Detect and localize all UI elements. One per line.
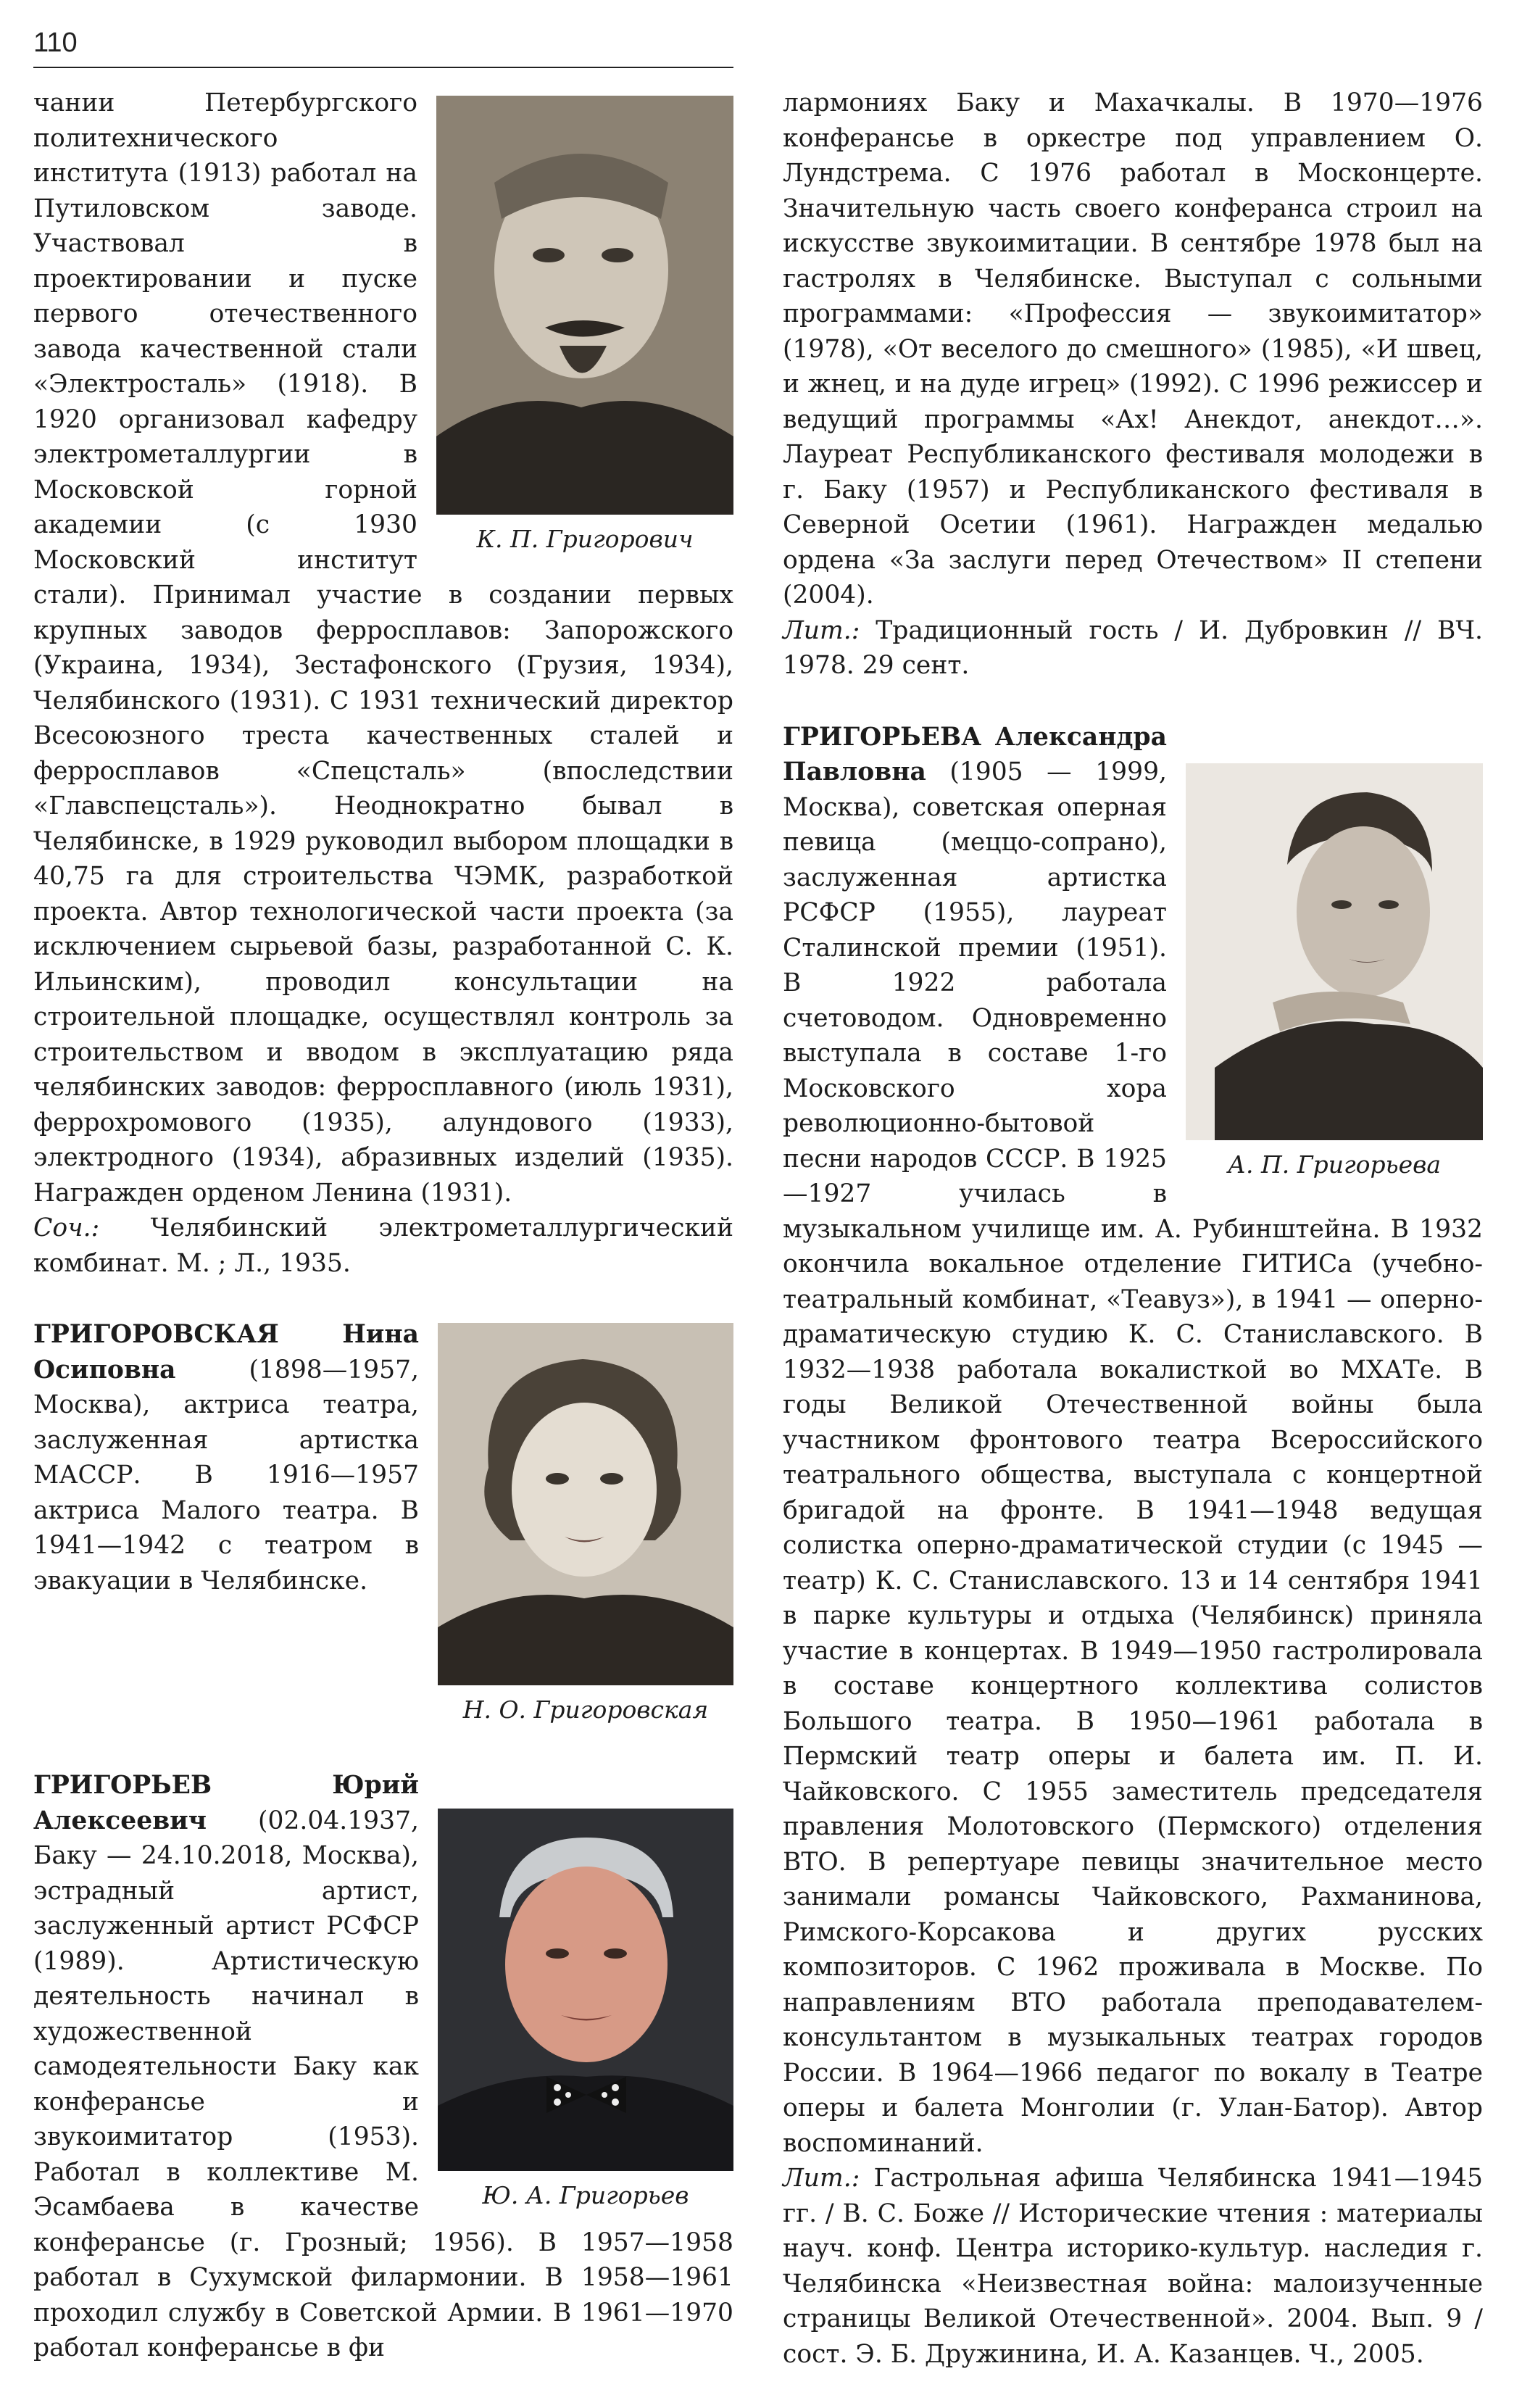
entry-name: ГРИГОРОВСКАЯ Нина Осиповна bbox=[33, 1320, 419, 1384]
figure-grigorovich bbox=[436, 96, 733, 557]
header-rule bbox=[33, 67, 733, 68]
photo-caption: Ю. А. Григорьев bbox=[482, 2181, 689, 2209]
entry-text: ГРИГОРОВСКАЯ Нина Осиповна (1898—1957, Москва), актриса театра, заслуженная артистка МАССР. В 1916—1957 актриса Малого театра. В 1941—1942 с театром в эвакуации в Челябинске. bbox=[33, 1320, 419, 1595]
portrait-man-bowtie-photo bbox=[438, 1809, 733, 2171]
portrait-woman-photo bbox=[438, 1323, 733, 1685]
photo-caption: К. П. Григорович bbox=[476, 525, 694, 553]
entry-grigorovich bbox=[33, 86, 733, 1281]
literature-reference: Лит.: Гастрольная афиша Челябинска 1941—1945 гг. / В. С. Боже // Исторические чтения : материалы науч. конф. Центра историко-культур. наследия г. Челябинска «Неизвестная война: малоизученные страницы Великой Отечественной». 2004. Вып. 9 / сост. Э. Б. Дружинина, И. А. Казанцев. Ч., 2005. bbox=[783, 2164, 1483, 2369]
entry-name: ГРИГОРЬЕВ Юрий Алексеевич bbox=[33, 1771, 419, 1835]
figure-grigorev bbox=[438, 1809, 733, 2213]
entry-grigoreva bbox=[783, 720, 1483, 2372]
entry-text: ГРИГОРЬЕВА Александра Павловна (1905 — 1999, Москва), советская оперная певица (меццо-сопрано), заслуженная артистка РСФСР (1955), лауреат Сталинской премии (1951). В 1922 работала счетоводом. Одновременно выступала в составе 1-го Московского хора революционно-бытовой песни народов СССР. В 1925—1927 училась в музыкальном училище им. А. Рубинштейна. В 1932 окончила вокальное отделение ГИТИСа (учебно-театральный комбинат, «Теавуз»), в 1941 — оперно-драматическую студию К. С. Станиславского. В 1932—1938 работала вокалисткой во МХАТе. В годы Великой Отечественной войны была участником фронтового театра Всероссийского театрального общества, выступала с концертной бригадой на фронте. В 1941—1948 ведущая солистка оперно-драматической студии (с 1945 — театр) К. С. Станиславского. 13 и 14 сентября 1941 в парке культуры и отдыха (Челябинск) приняла участие в концертах. В 1949—1950 гастролировала в составе концертного коллектива солистов Большого театра. В 1950—1961 работала в Пермский театр оперы и балета им. П. И. Чайковского. С 1955 заместитель председателя правления Молотовского (Пермского) отделения ВТО. В репертуаре певицы значительное место занимали романсы Чайковского, Рахманинова, Римского-Корсакова и других русских композиторов. С 1962 проживала в Москве. По направлениям ВТО работала преподавателем-консультантом в музыкальных театрах городов России. В 1964—1966 педагог по вокалу в Театре оперы и балета Монголии (г. Улан-Батор). Автор воспоминаний. bbox=[783, 722, 1483, 2158]
entry-name: ГРИГОРЬЕВА Александра Павловна bbox=[783, 722, 1167, 786]
portrait-woman-photo bbox=[1186, 763, 1483, 1140]
page-number: 110 bbox=[33, 28, 78, 58]
photo-caption: А. П. Григорьева bbox=[1227, 1150, 1441, 1179]
works-reference: Соч.: Челябинский электрометаллургический комбинат. М. ; Л., 1935. bbox=[33, 1213, 733, 1278]
entry-text: чании Петербургского политехнического института (1913) работал на Путиловском заводе. Участвовал в проектировании и пуске первого отечественного завода качественной стали «Электросталь» (1918). В 1920 организовал кафедру электрометаллургии в Московской горной академии (с 1930 Московский институт стали). Принимал участие в создании первых крупных заводов ферросплавов: Запорожского (Украина, 1934), Зестафонского (Грузия, 1934), Челябинского (1931). С 1931 технический директор Всесоюзного треста качественных сталей и ферросплавов «Спецсталь» (впоследствии «Главспецсталь»). Неоднократно бывал в Челябинске, в 1929 руководил выбором площадки в 40,75 га для строительства ЧЭМК, разработкой проекта. Автор технологической части проекта (за исключением сырьевой базы, разработанной С. К. Ильинским), проводил консультации на строительной площадке, осуществлял контроль за строительством и вводом в эксплуатацию ряда челябинских заводов: ферросплавного (июль 1931), феррохромового (1935), алундового (1933), электродного (1934), абразивных изделий (1935). Награжден орденом Ленина (1931). bbox=[33, 88, 733, 1208]
photo-caption: Н. О. Григоровская bbox=[462, 1695, 709, 1724]
entry-grigorev bbox=[33, 1768, 733, 2366]
right-column bbox=[783, 86, 1483, 2408]
literature-reference: Лит.: Традиционный гость / И. Дубровкин // ВЧ. 1978. 29 сент. bbox=[783, 615, 1483, 680]
portrait-man-photo bbox=[436, 96, 733, 515]
left-column bbox=[33, 86, 733, 2402]
entry-text: лармониях Баку и Махачкалы. В 1970—1976 конферансье в оркестре под управлением О. Лундстрема. С 1976 работал в Москонцерте. Значительную часть своего конферанса строил на искусстве звукоимитации. В сентябре 1978 был на гастролях в Челябинске. Выступал с сольными программами: «Профессия — звукоимитатор» (1978), «От веселого до смешного» (1985), «И швец, и жнец, и на дуде игрец» (1992). С 1996 режиссер и ведущий программы «Ах! Анекдот, анекдот…». Лауреат Республиканского фестиваля молодежи в г. Баку (1957) и Республиканского фестиваля в Северной Осетии (1961). Награжден медалью ордена «За заслуги перед Отечеством» II степени (2004). bbox=[783, 88, 1483, 610]
figure-grigoreva bbox=[1186, 763, 1483, 1182]
entry-text: ГРИГОРЬЕВ Юрий Алексеевич (02.04.1937, Баку — 24.10.2018, Москва), эстрадный артист, заслуженный артист РСФСР (1989). Артистическую деятельность начинал в художественной самодеятельности Баку как конферансье и звукоимитатор (1953). Работал в коллективе М. Эсамбаева в качестве конферансье (г. Грозный; 1956). В 1957—1958 работал в Сухумской филармонии. В 1958—1961 проходил службу в Советской Армии. В 1961—1970 работал конферансье в фи bbox=[33, 1771, 733, 2362]
entry-grigorovskaya bbox=[33, 1317, 733, 1732]
figure-grigorovskaya bbox=[438, 1323, 733, 1727]
entry-grigorev-continued bbox=[783, 86, 1483, 684]
